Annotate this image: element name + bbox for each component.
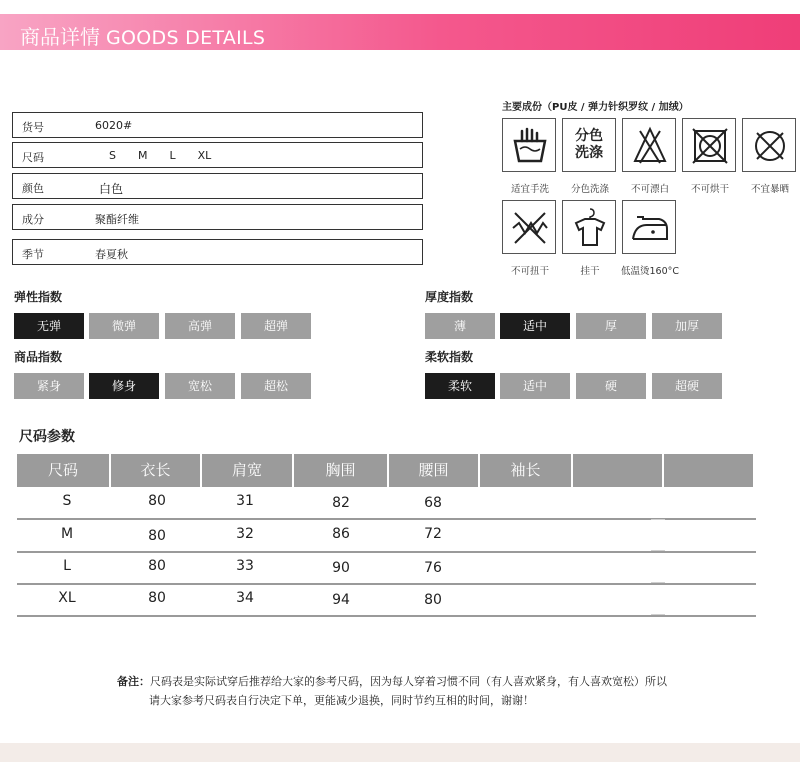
thickness-option-medium: 适中 bbox=[500, 313, 570, 339]
table-row bbox=[17, 584, 756, 617]
cell-chest: 94 bbox=[332, 592, 350, 608]
header-banner bbox=[0, 14, 800, 50]
cell-length: 80 bbox=[148, 590, 166, 606]
info-value: 聚酯纤维 bbox=[95, 213, 139, 226]
iron-low-icon bbox=[622, 200, 676, 254]
care-label: 不可漂白 bbox=[630, 184, 669, 195]
thickness-option-thick: 厚 bbox=[576, 313, 646, 339]
header-length: 衣长 bbox=[111, 454, 200, 487]
table-row bbox=[17, 520, 756, 553]
info-row-season bbox=[12, 239, 423, 265]
info-row-size bbox=[12, 142, 423, 168]
cell-size: XL bbox=[58, 590, 76, 606]
softness-option-extra-hard: 超硬 bbox=[652, 373, 722, 399]
fit-option-tight: 紧身 bbox=[14, 373, 84, 399]
header-chest: 胸围 bbox=[294, 454, 387, 487]
cell-chest: 82 bbox=[332, 495, 350, 511]
separate-wash-icon bbox=[562, 118, 616, 172]
page-title bbox=[20, 21, 265, 50]
table-tick bbox=[651, 550, 665, 551]
header-empty-2 bbox=[664, 454, 753, 487]
cell-waist: 68 bbox=[424, 495, 442, 511]
cell-length: 80 bbox=[148, 493, 166, 509]
cell-waist: 76 bbox=[424, 560, 442, 576]
care-label: 不宜暴晒 bbox=[750, 184, 789, 195]
table-row bbox=[17, 552, 756, 585]
info-value: 春夏秋 bbox=[95, 248, 128, 261]
table-row bbox=[17, 487, 756, 520]
info-label: 尺码 bbox=[22, 151, 44, 164]
cell-shoulder: 34 bbox=[236, 590, 254, 606]
elasticity-title: 弹性指数 bbox=[14, 290, 63, 304]
care-label: 挂干 bbox=[580, 266, 600, 277]
size-table-title: 尺码参数 bbox=[19, 429, 75, 445]
fit-title: 商品指数 bbox=[14, 350, 63, 364]
care-label: 不可扭干 bbox=[510, 266, 549, 277]
page-title-en: GOODS DETAILS bbox=[106, 27, 266, 49]
footer-bar bbox=[0, 743, 800, 762]
no-sun-dry-icon bbox=[742, 118, 796, 172]
softness-option-soft: 柔软 bbox=[425, 373, 495, 399]
table-tick bbox=[651, 582, 665, 583]
cell-size: M bbox=[60, 526, 74, 542]
info-label: 颜色 bbox=[22, 182, 44, 195]
care-label: 分色洗涤 bbox=[570, 184, 609, 195]
thickness-option-extra: 加厚 bbox=[652, 313, 722, 339]
cell-size: L bbox=[63, 558, 71, 574]
header-empty-1 bbox=[573, 454, 662, 487]
cell-chest: 90 bbox=[332, 560, 350, 576]
info-value: 6020# bbox=[95, 119, 133, 132]
care-label: 不可烘干 bbox=[690, 184, 729, 195]
cell-length: 80 bbox=[148, 558, 166, 574]
header-shoulder: 肩宽 bbox=[202, 454, 292, 487]
cell-waist: 72 bbox=[424, 526, 442, 542]
cell-shoulder: 32 bbox=[236, 526, 254, 542]
cell-waist: 80 bbox=[424, 592, 442, 608]
table-tick bbox=[651, 614, 665, 615]
cell-shoulder: 31 bbox=[236, 493, 254, 509]
header-sleeve: 袖长 bbox=[480, 454, 571, 487]
elasticity-option-high: 高弹 bbox=[165, 313, 235, 339]
header-waist: 腰围 bbox=[389, 454, 478, 487]
page-title-cn: 商品详情 bbox=[20, 25, 100, 49]
cell-size: S bbox=[62, 493, 72, 509]
info-row-item-no bbox=[12, 112, 423, 138]
hand-wash-icon bbox=[502, 118, 556, 172]
info-label: 货号 bbox=[22, 121, 44, 134]
size-m: M bbox=[137, 149, 148, 162]
elasticity-option-none: 无弹 bbox=[14, 313, 84, 339]
cell-shoulder: 33 bbox=[236, 558, 254, 574]
info-row-color bbox=[12, 173, 423, 199]
info-sizes bbox=[109, 149, 233, 162]
cell-chest: 86 bbox=[332, 526, 350, 542]
header-size: 尺码 bbox=[17, 454, 109, 487]
info-value: 白色 bbox=[99, 182, 124, 196]
size-s: S bbox=[109, 149, 116, 162]
separate-wash-text: 分色 洗涤 bbox=[575, 128, 603, 161]
fit-option-extra-loose: 超松 bbox=[241, 373, 311, 399]
note-line-1 bbox=[117, 673, 667, 689]
fit-option-loose: 宽松 bbox=[165, 373, 235, 399]
note-line-2: 请大家参考尺码表自行决定下单，更能减少退换，同时节约互相的时间，谢谢！ bbox=[149, 694, 534, 707]
hang-dry-icon bbox=[562, 200, 616, 254]
info-label: 成分 bbox=[22, 213, 44, 226]
elasticity-option-super: 超弹 bbox=[241, 313, 311, 339]
info-row-material bbox=[12, 204, 423, 230]
fit-option-slim: 修身 bbox=[89, 373, 159, 399]
softness-title: 柔软指数 bbox=[425, 350, 474, 364]
size-l: L bbox=[169, 149, 176, 162]
care-label: 低温烫160°C bbox=[620, 266, 680, 277]
thickness-title: 厚度指数 bbox=[425, 290, 474, 304]
softness-option-hard: 硬 bbox=[576, 373, 646, 399]
thickness-option-thin: 薄 bbox=[425, 313, 495, 339]
cell-length: 80 bbox=[148, 528, 166, 544]
care-title: 主要成份（PU皮 / 弹力针织罗纹 / 加绒） bbox=[502, 102, 689, 113]
elasticity-option-slight: 微弹 bbox=[89, 313, 159, 339]
info-label: 季节 bbox=[22, 248, 44, 261]
size-xl: XL bbox=[197, 149, 212, 162]
no-wring-icon bbox=[502, 200, 556, 254]
no-tumble-dry-icon bbox=[682, 118, 736, 172]
note-prefix: 备注： bbox=[117, 675, 150, 688]
no-bleach-icon bbox=[622, 118, 676, 172]
note-text-1: 尺码表是实际试穿后推荐给大家的参考尺码，因为每人穿着习惯不同（有人喜欢紧身，有人喜欢宽松）所以 bbox=[150, 675, 667, 688]
softness-option-medium: 适中 bbox=[500, 373, 570, 399]
care-label: 适宜手洗 bbox=[510, 184, 549, 195]
